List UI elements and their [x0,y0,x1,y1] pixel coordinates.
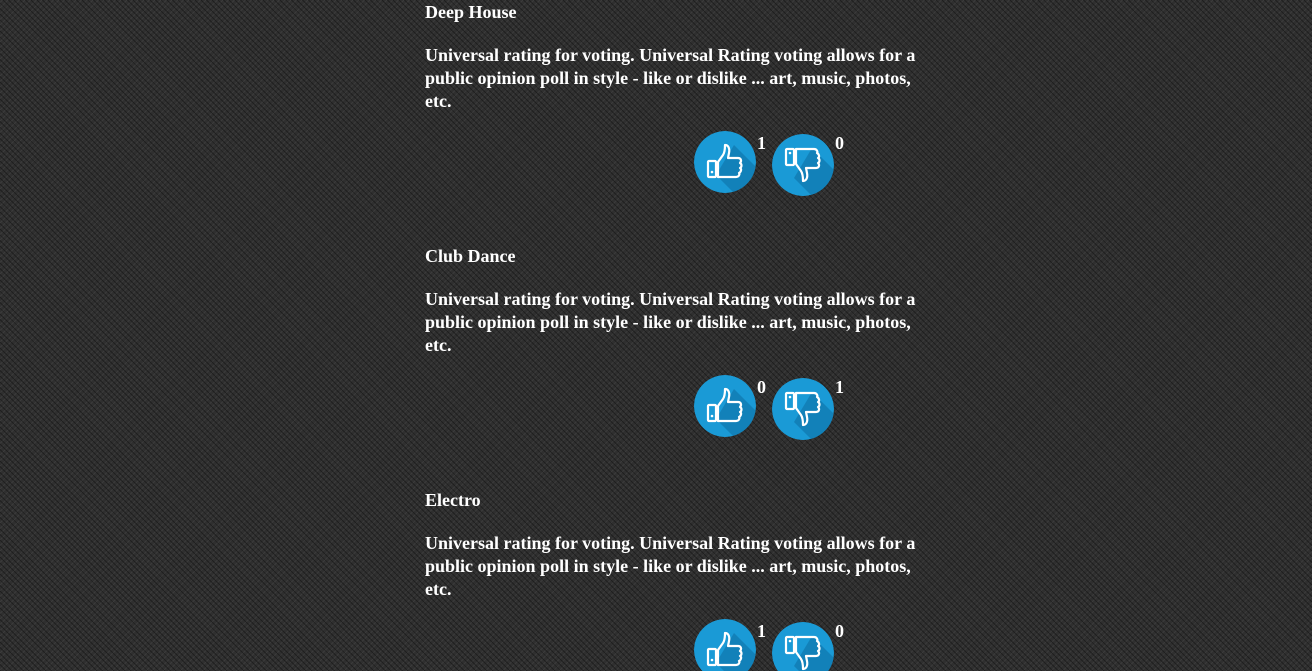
like-count: 1 [757,621,766,641]
item-title: Deep House [425,2,517,22]
like-count: 0 [757,377,766,397]
like-button[interactable] [694,131,756,193]
item-description: Universal rating for voting. Universal Rating voting allows for a public opinion poll in style - like or dislike ... art, music, photos, etc. [425,289,916,355]
rating-item [425,244,935,488]
thumbs-down-icon [772,378,834,440]
item-title: Club Dance [425,246,516,266]
item-description: Universal rating for voting. Universal Rating voting allows for a public opinion poll in style - like or dislike ... art, music, photos, etc. [425,45,916,111]
thumbs-down-icon [772,134,834,196]
vote-controls [694,131,864,197]
thumbs-up-icon [694,619,756,671]
thumbs-up-icon [694,131,756,193]
dislike-count: 1 [835,377,844,397]
like-button[interactable] [694,619,756,671]
like-count: 1 [757,133,766,153]
item-description: Universal rating for voting. Universal Rating voting allows for a public opinion poll in style - like or dislike ... art, music, photos, etc. [425,533,916,599]
like-button[interactable] [694,375,756,437]
vote-controls [694,619,864,671]
thumbs-up-icon [694,375,756,437]
rating-item [425,488,935,671]
dislike-button[interactable] [772,378,834,440]
thumbs-down-icon [772,622,834,671]
dislike-button[interactable] [772,134,834,196]
vote-controls [694,375,864,441]
dislike-count: 0 [835,133,844,153]
rating-item [425,0,935,244]
item-title: Electro [425,490,481,510]
dislike-count: 0 [835,621,844,641]
dislike-button[interactable] [772,622,834,671]
rating-list [425,0,935,671]
